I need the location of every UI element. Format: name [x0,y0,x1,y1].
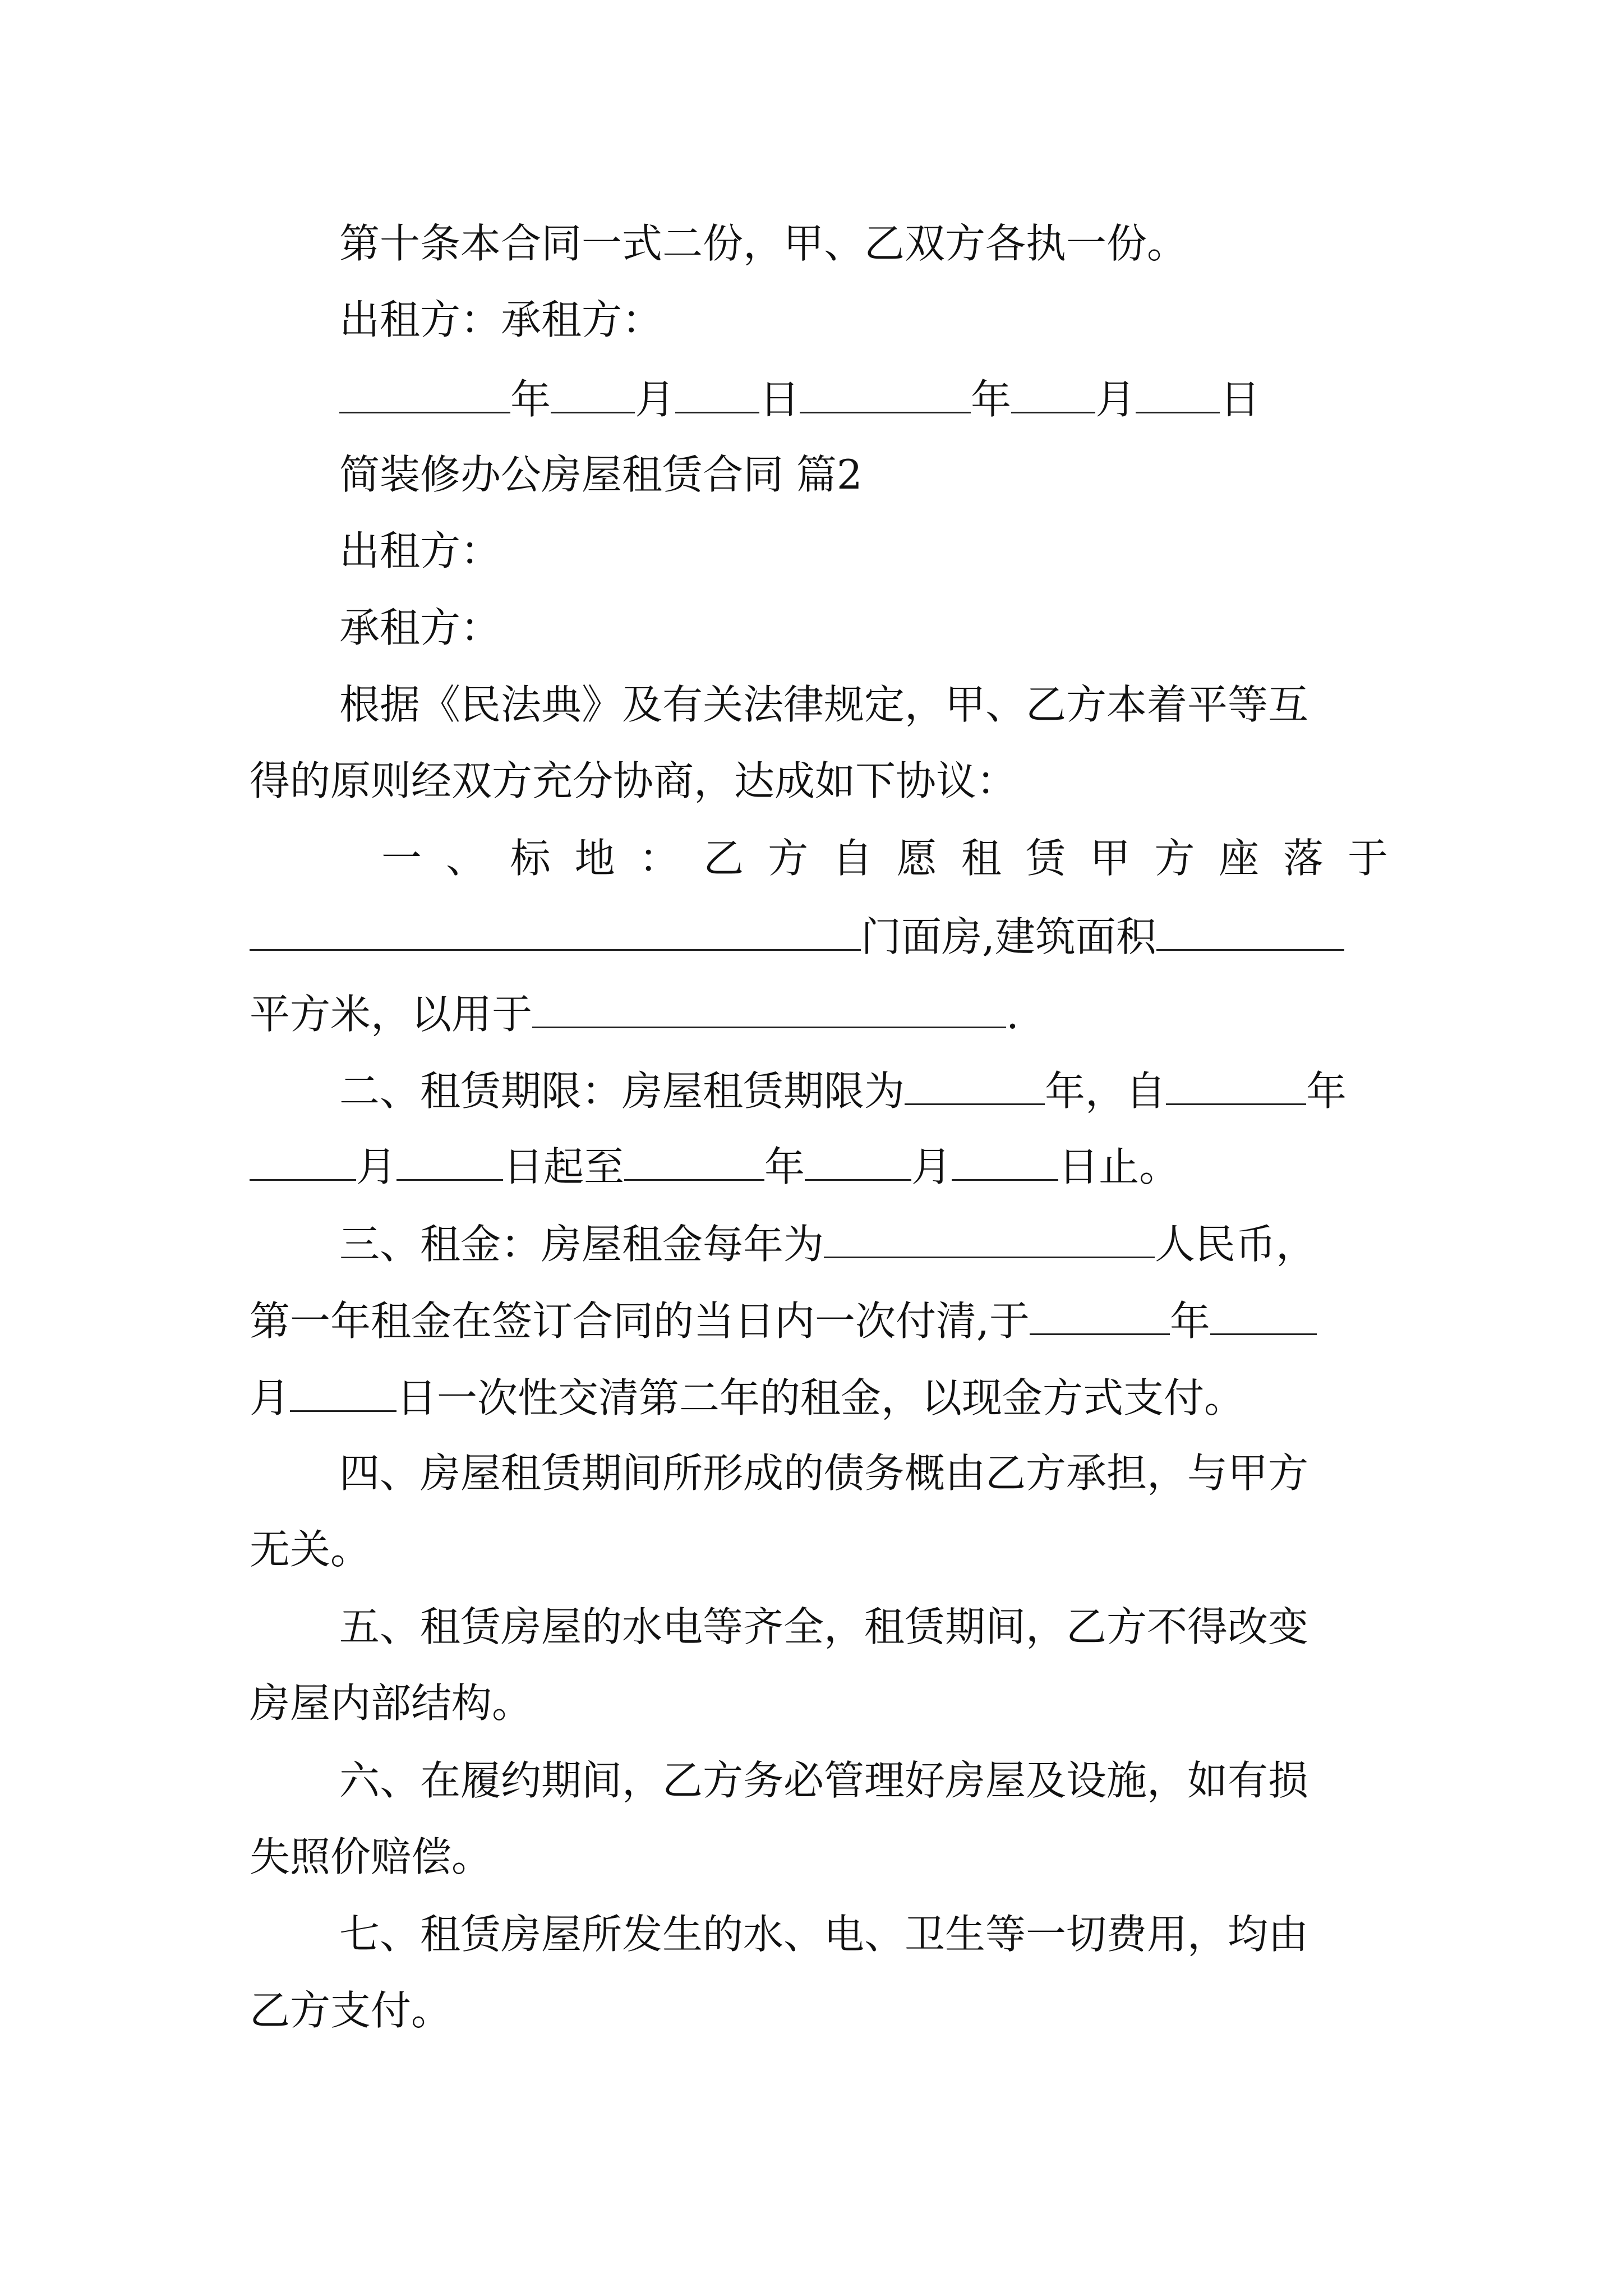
clause-one-char: 乙 [703,835,744,882]
blank-month-1 [551,377,635,413]
clause-one-char: 租 [961,835,1002,882]
usage-label: 平方米，以用于 [250,991,533,1038]
clause-four-line-2: 无关。 [250,1526,371,1573]
clause-one-char: 座 [1219,835,1260,882]
payment-text: 日一次性交清第二年的租金，以现金方式支付。 [396,1374,1245,1421]
day-label: 日 [759,376,800,423]
clause-one-char: 赁 [1025,835,1066,882]
blank-usage [532,992,1006,1028]
month-label: 月 [635,376,676,423]
area-label: 门面房,建筑面积 [861,913,1156,960]
clause-one-char: 方 [1154,835,1195,882]
blank-start-month [250,1144,356,1181]
clause-one-char: 愿 [896,835,937,882]
clause-one-char: 自 [832,835,873,882]
clause-one-char: ： [639,835,680,882]
blank-location [250,914,861,951]
clause-one-line-1 [381,835,1388,882]
year-label: 年 [1306,1068,1347,1115]
clause-one-char: 地 [574,835,615,882]
clause-one-char: 于 [1347,835,1388,882]
day-label: 日 [1220,376,1261,423]
year-label: 年 [1169,1297,1210,1345]
rent-label: 三、租金：房屋租金每年为 [339,1221,824,1268]
blank-start-year [1166,1069,1306,1105]
signature-labels: 出租方：承租方： [339,296,663,343]
intro-text: 根据《民法典》及有关法律规定，甲、乙方本着平等互 [339,681,1309,728]
clause-one-char: 甲 [1090,835,1131,882]
clause-seven-line-1: 七、租赁房屋所发生的水、电、卫生等一切费用，均由 [339,1911,1309,1958]
from-label: 年，自 [1045,1068,1166,1115]
clause-three-line-1 [339,1221,1317,1268]
signature-date-line [339,376,1261,423]
month-label: 月 [1095,376,1136,423]
month-label: 月 [911,1143,952,1190]
blank-pay-month-start [1210,1299,1317,1335]
intro-paragraph-line-2: 得的原则经双方充分协商，达成如下协议： [250,757,1017,804]
blank-pay-year [1030,1299,1170,1335]
blank-year-1 [339,377,510,413]
blank-area [1156,914,1344,951]
clause-one-char: 标 [510,835,551,882]
lessee-label: 承租方： [339,604,501,651]
blank-end-month [805,1144,911,1181]
clause-one-line-3 [250,991,1019,1038]
blank-term-years [905,1069,1045,1105]
lessor-label: 出租方： [339,527,501,574]
clause-four-line-1: 四、房屋租赁期间所形成的债务概由乙方承担，与甲方 [339,1450,1309,1497]
blank-start-day [396,1144,503,1181]
clause-six-line-1: 六、在履约期间，乙方务必管理好房屋及设施，如有损 [339,1757,1309,1804]
period-mark: . [1006,991,1019,1038]
year-label: 年 [510,376,551,423]
end-label: 日止。 [1058,1143,1180,1190]
term-label: 二、租赁期限：房屋租赁期限为 [339,1068,905,1115]
blank-month-2 [1011,377,1095,413]
clause-one-char: 、 [445,835,486,882]
blank-end-day [952,1144,1058,1181]
clause-three-line-2 [250,1297,1317,1345]
section-heading: 简装修办公房屋租赁合同 篇2 [339,451,863,498]
clause-five-line-1: 五、租赁房屋的水电等齐全，租赁期间，乙方不得改变 [339,1603,1309,1650]
blank-year-2 [800,377,971,413]
blank-day-2 [1136,377,1220,413]
clause-one-char: 一 [381,835,422,882]
year-label: 年 [971,376,1012,423]
month-label: 月 [250,1374,291,1421]
blank-day-1 [675,377,759,413]
clause-ten: 第十条本合同一式二份，甲、乙双方各执一份。 [339,220,1188,267]
blank-rent-amount [824,1222,1155,1258]
clause-six-line-2: 失照价赔偿。 [250,1833,492,1880]
clause-seven-line-2: 乙方支付。 [250,1987,452,2034]
clause-three-line-3 [250,1374,1245,1421]
intro-paragraph-line-1 [339,681,1388,728]
month-label: 月 [356,1143,397,1190]
payment-text: 第一年租金在签订合同的当日内一次付清,于 [250,1297,1030,1345]
year-label: 年 [764,1143,805,1190]
clause-one-char: 方 [768,835,809,882]
clause-one-line-2 [250,913,1344,960]
until-label: 日起至 [503,1143,625,1190]
clause-two-line-1 [339,1068,1347,1115]
clause-two-line-2 [250,1143,1180,1190]
currency-label: 人民币， [1155,1221,1317,1268]
blank-end-year [624,1144,764,1181]
clause-five-line-2: 房屋内部结构。 [250,1680,533,1727]
clause-one-char: 落 [1283,835,1324,882]
blank-pay-day [290,1375,396,1412]
